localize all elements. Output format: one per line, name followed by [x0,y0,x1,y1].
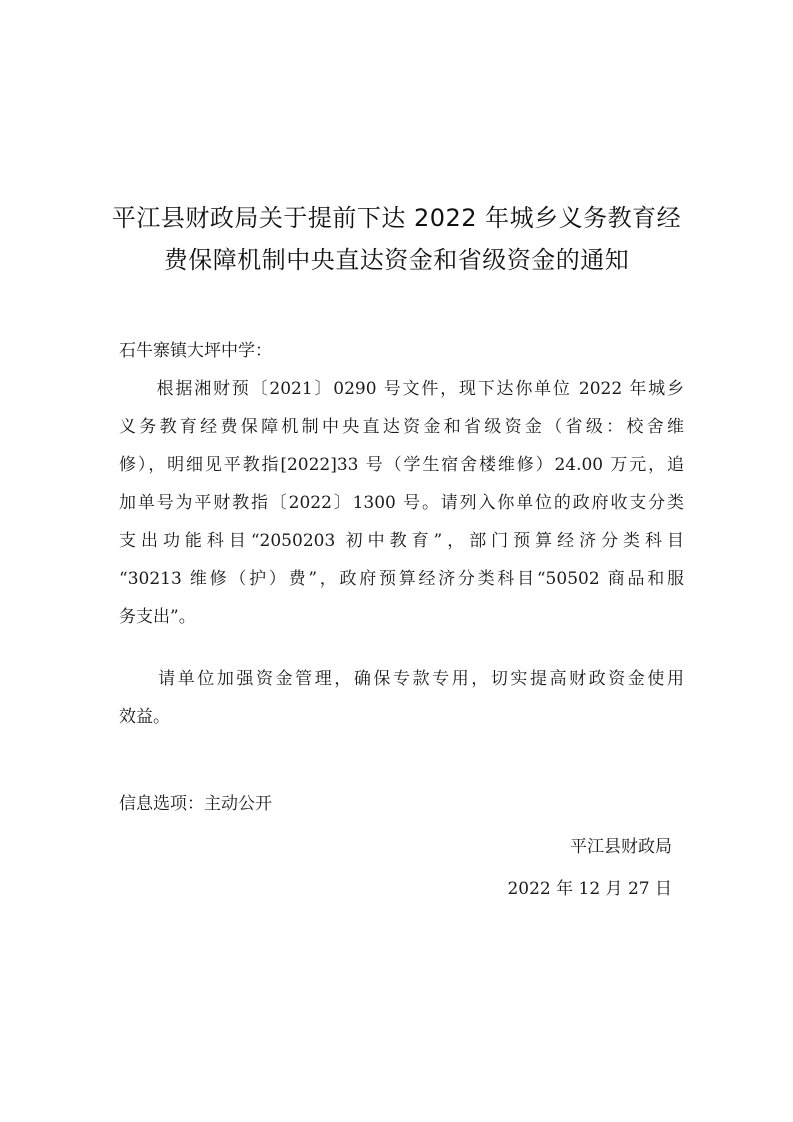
paragraph-2-line-1: 请单位加强资金管理，确保专款专用，切实提高财政资金使用 [119,669,684,689]
paragraph-1-line-1: 根据湘财预〔2021〕0290 号文件，现下达你单位 2022 年城乡 [119,379,684,399]
document-title-line-1: 平江县财政局关于提前下达 2022 年城乡义务教育经 [111,204,682,232]
issuer-signature: 平江县财政局 [570,837,672,857]
salutation: 石牛寨镇大坪中学： [119,341,272,361]
paragraph-2-line-2: 效益。 [119,707,170,727]
paragraph-1-line-5: 支出功能科目“2050203 初中教育”，部门预算经济分类科目 [119,531,684,551]
disclosure-option: 信息选项：主动公开 [119,794,272,814]
paragraph-1-line-4: 加单号为平财教指〔2022〕1300 号。请列入你单位的政府收支分类 [119,493,684,513]
paragraph-1-line-6: “30213 维修（护）费”，政府预算经济分类科目“50502 商品和服 [119,569,684,589]
paragraph-1-line-2: 义务教育经费保障机制中央直达资金和省级资金（省级：校舍维 [119,417,684,437]
issue-date: 2022 年 12 月 27 日 [507,879,672,899]
paragraph-1-line-7: 务支出”。 [119,607,196,627]
paragraph-1-line-3: 修），明细见平教指[2022]33 号（学生宿舍楼维修）24.00 万元，追 [119,455,684,475]
document-title-line-2: 费保障机制中央直达资金和省级资金的通知 [163,246,630,274]
